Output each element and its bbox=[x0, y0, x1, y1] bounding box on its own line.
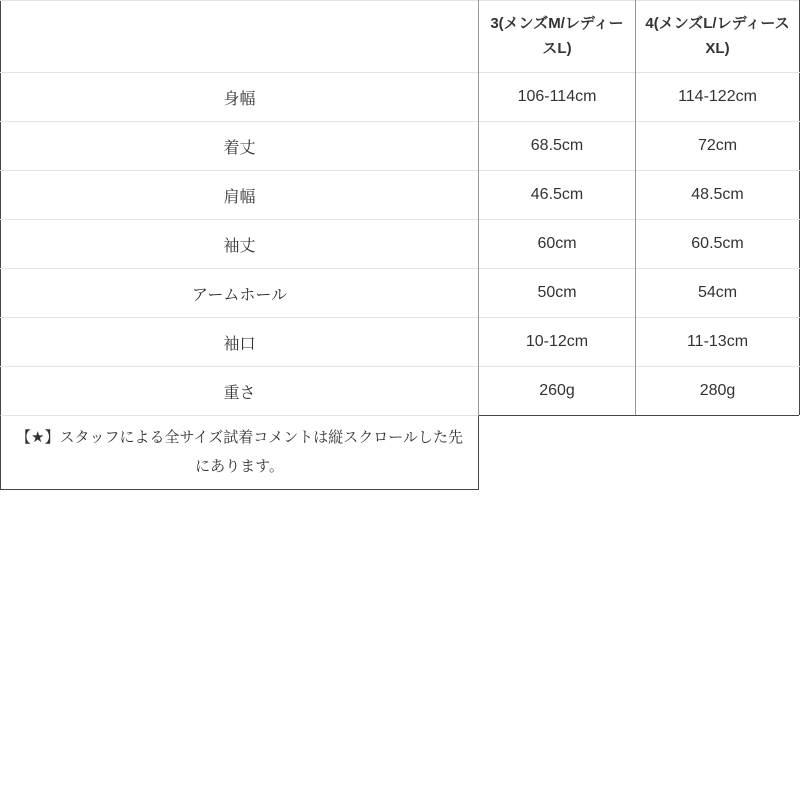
table-row bbox=[1, 171, 800, 220]
size-value: 60.5cm bbox=[636, 220, 800, 269]
row-label: 肩幅 bbox=[1, 171, 479, 220]
size-value: 54cm bbox=[636, 269, 800, 318]
footer-strip bbox=[0, 415, 799, 490]
row-label: 着丈 bbox=[1, 122, 479, 171]
row-label: 重さ bbox=[1, 367, 479, 416]
size-value: 46.5cm bbox=[479, 171, 636, 220]
size-value: 114-122cm bbox=[636, 73, 800, 122]
table-bottom-edge bbox=[479, 415, 799, 490]
row-label: 袖口 bbox=[1, 318, 479, 367]
table-row bbox=[1, 367, 800, 416]
header-row bbox=[1, 1, 800, 73]
table-row bbox=[1, 269, 800, 318]
size-value: 48.5cm bbox=[636, 171, 800, 220]
size-value: 106-114cm bbox=[479, 73, 636, 122]
size-value: 60cm bbox=[479, 220, 636, 269]
size-value: 50cm bbox=[479, 269, 636, 318]
column-header-size-4: 4(メンズL/レディースXL) bbox=[636, 1, 800, 73]
note-text: 【★】スタッフによる全サイズ試着コメントは縦スクロールした先にあります。 bbox=[0, 415, 479, 490]
size-value: 280g bbox=[636, 367, 800, 416]
table-row bbox=[1, 73, 800, 122]
size-value: 260g bbox=[479, 367, 636, 416]
row-label: 身幅 bbox=[1, 73, 479, 122]
table-row bbox=[1, 122, 800, 171]
size-value: 72cm bbox=[636, 122, 800, 171]
size-value: 11-13cm bbox=[636, 318, 800, 367]
table-row bbox=[1, 220, 800, 269]
header-spacer-cell bbox=[1, 1, 479, 73]
size-value: 68.5cm bbox=[479, 122, 636, 171]
row-label: 袖丈 bbox=[1, 220, 479, 269]
size-value: 10-12cm bbox=[479, 318, 636, 367]
table-row bbox=[1, 318, 800, 367]
row-label: アームホール bbox=[1, 269, 479, 318]
column-header-size-3: 3(メンズM/レディースL) bbox=[479, 1, 636, 73]
